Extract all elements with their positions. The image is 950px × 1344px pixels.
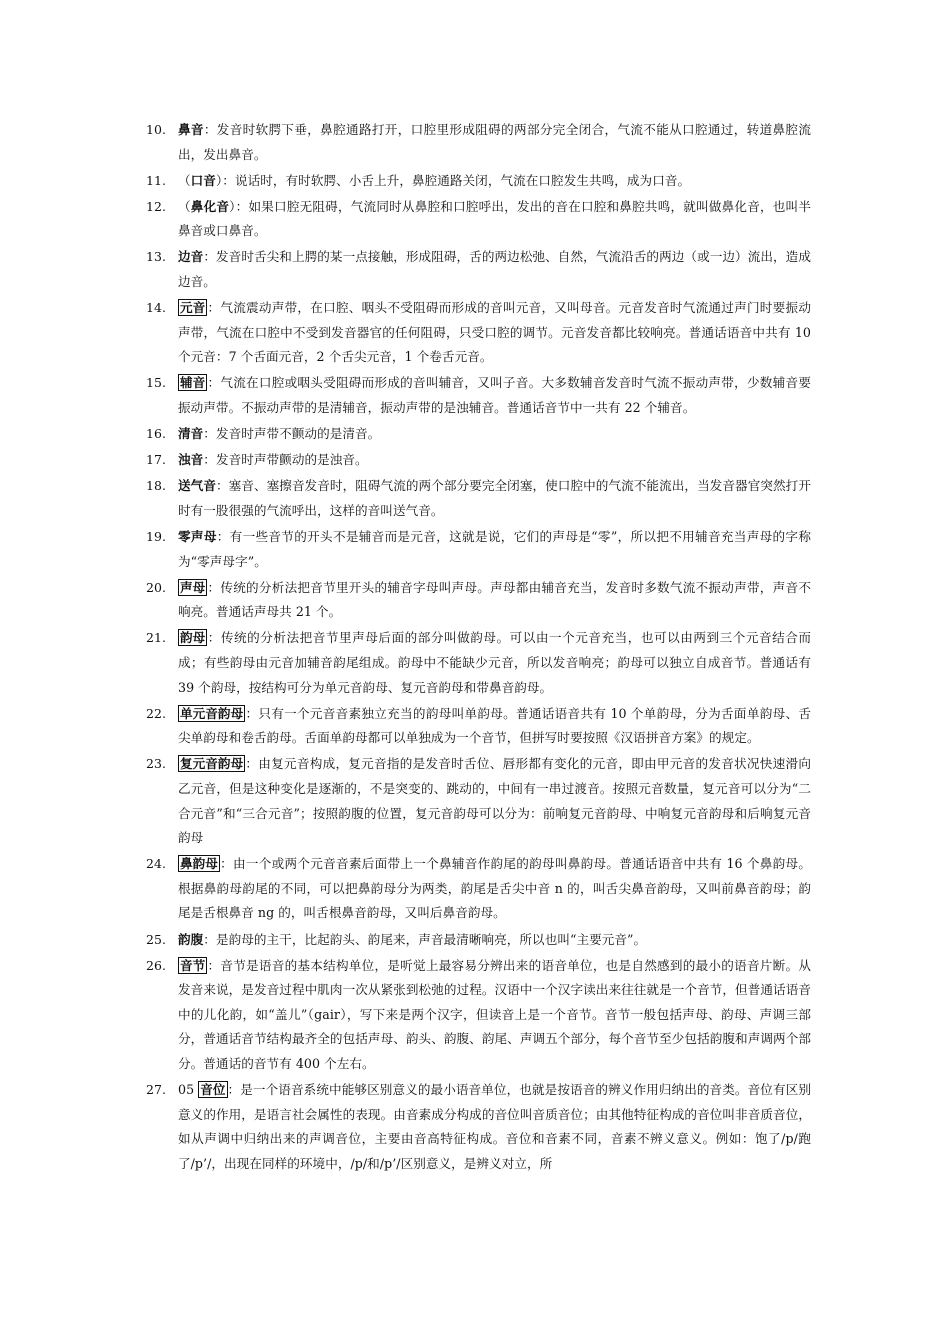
entry-number: 13. xyxy=(146,249,167,265)
entry-term: 复元音韵母 xyxy=(180,756,244,772)
entry-definition: 只有一个元音音素独立充当的韵母叫单韵母。普通话语音共有 10 个单韵母，分为舌面单韵母、舌尖单韵母和卷舌韵母。舌面单韵母都可以单独成为一个音节，但拼写时要按照《汉语拼音方案》的规定。 xyxy=(178,705,811,746)
entry-definition: 气流震动声带，在口腔、咽头不受阻碍而形成的音叫元音，又叫母音。元音发音时气流通过声门时要振动声带，气流在口腔中不受到发音器官的任何阻碍，只受口腔的调节。元音发音都比较响亮。普通话语音中共有 10 个元音：7 个舌面元音，2 个舌尖元音，1 个卷舌元音。 xyxy=(178,300,811,365)
entry-number: 23. xyxy=(146,756,167,772)
glossary-entry xyxy=(146,474,811,523)
entry-definition: 发音时声带不颤动的是清音。 xyxy=(215,426,381,442)
entry-term: 鼻韵母 xyxy=(180,856,218,872)
entry-definition: 有一些音节的开头不是辅音而是元音，这就是说，它们的声母是“零”，所以把不用辅音充当声母的字称为“零声母字”。 xyxy=(178,529,811,569)
glossary-entry xyxy=(146,1078,811,1176)
entry-definition: 发音时声带颤动的是浊音。 xyxy=(215,452,368,468)
glossary-entry xyxy=(146,702,811,751)
entry-definition: 传统的分析法把音节里开头的辅音字母叫声母。声母都由辅音充当，发音时多数气流不振动声带，声音不响亮。普通话声母共 21 个。 xyxy=(178,579,811,620)
glossary-entry xyxy=(146,422,811,447)
entry-number: 22. xyxy=(146,705,167,721)
entry-separator: ： xyxy=(203,122,217,137)
entry-definition: 如果口腔无阻碍，气流同时从鼻腔和口腔呼出，发出的音在口腔和鼻腔共鸣，就叫做鼻化音，也叫半鼻音或口鼻音。 xyxy=(178,198,811,239)
entry-number: 27. xyxy=(146,1082,167,1098)
entry-term: 单元音韵母 xyxy=(180,705,244,721)
entry-separator: ： xyxy=(215,478,229,494)
entry-number: 18. xyxy=(146,478,167,494)
glossary-entry xyxy=(146,626,811,700)
entry-definition: 发音时软腭下垂，鼻腔通路打开，口腔里形成阻碍的两部分完全闭合，气流不能从口腔通过，转道鼻腔流出，发出鼻音。 xyxy=(178,122,811,162)
entry-number: 20. xyxy=(146,579,167,595)
entry-number: 10. xyxy=(146,122,167,137)
entry-separator: ： xyxy=(219,856,234,872)
entry-definition: 说话时，有时软腭、小舌上升，鼻腔通路关闭，气流在口腔发生共鸣，成为口音。 xyxy=(234,172,691,188)
entry-term: 送气音 xyxy=(178,478,216,494)
entry-separator: ： xyxy=(245,756,259,772)
entry-separator: ： xyxy=(207,957,221,973)
entry-number: 24. xyxy=(146,856,167,872)
glossary-entry xyxy=(146,525,811,574)
entry-definition: 由一个或两个元音音素后面带上一个鼻辅音作韵尾的韵母叫鼻韵母。普通话语音中共有 16 个鼻韵母。根据鼻韵母韵尾的不同，可以把鼻韵母分为两类，韵尾是舌尖中音 n 的，叫舌尖鼻音韵母，又叫前鼻音韵母；韵尾是舌根鼻音 ng 的，叫舌根鼻音韵母，又叫后鼻音韵母。 xyxy=(178,856,811,921)
entry-term: 韵腹 xyxy=(178,931,204,947)
entry-number: 12. xyxy=(146,198,167,214)
entry-term: 边音 xyxy=(178,249,204,265)
entry-separator: ： xyxy=(216,529,230,544)
glossary-entry xyxy=(146,371,811,420)
entry-separator: ： xyxy=(203,249,216,265)
glossary-entry xyxy=(146,576,811,625)
entry-separator: ）： xyxy=(215,172,235,188)
entry-separator: ）： xyxy=(229,198,249,214)
entry-separator: ： xyxy=(245,705,259,721)
entry-prefix: 05 xyxy=(178,1082,199,1098)
entry-separator: ： xyxy=(207,375,221,391)
entry-number: 26. xyxy=(146,957,167,973)
entry-definition: 由复元音构成，复元音指的是发音时舌位、唇形都有变化的元音，即由甲元音的发音状况快速滑向乙元音，但是这种变化是逐渐的，不是突变的、跳动的，中间有一串过渡音。按照元音数量，复元音可以分为“二合元音”和“三合元音”；按照韵腹的位置，复元音韵母可以分为：前响复元音韵母、中响复元音韵母和后响复元音韵母 xyxy=(178,756,811,846)
entry-separator: ： xyxy=(203,452,216,468)
entry-definition: 是韵母的主干，比起韵头、韵尾来，声音最清晰响亮，所以也叫“主要元音”。 xyxy=(215,931,647,947)
entry-term: 辅音 xyxy=(180,375,206,391)
glossary-entry xyxy=(146,195,811,244)
entry-separator: ： xyxy=(203,931,216,947)
entry-term: 浊音 xyxy=(178,452,204,468)
entry-separator: ： xyxy=(207,630,221,646)
glossary-entry xyxy=(146,296,811,370)
entry-definition: 发音时舌尖和上腭的某一点接触，形成阻碍，舌的两边松弛、自然，气流沿舌的两边（或一边）流出，造成边音。 xyxy=(178,249,811,290)
glossary-entry xyxy=(146,954,811,1077)
glossary-entry xyxy=(146,928,811,953)
entry-term: 清音 xyxy=(178,426,204,442)
entry-term: 音节 xyxy=(180,957,206,973)
glossary-entry xyxy=(146,118,811,167)
entry-number: 19. xyxy=(146,529,167,544)
entry-definition: 传统的分析法把音节里声母后面的部分叫做韵母。可以由一个元音充当，也可以由两到三个元音结合而成；有些韵母由元音加辅音韵尾组成。韵母中不能缺少元音，所以发音响亮；韵母可以独立自成音节。普通话有 39 个韵母，按结构可分为单元音韵母、复元音韵母和带鼻音韵母。 xyxy=(178,630,811,695)
entry-definition: 是一个语音系统中能够区别意义的最小语音单位，也就是按语音的辨义作用归纳出的音类。音位有区别意义的作用，是语言社会属性的表现。由音素成分构成的音位叫音质音位；由其他特征构成的音位叫非音质音位，如从声调中归纳出来的声调音位，主要由音高特征构成。音位和音素不同，音素不辨义意义。例如：饱了/p/跑了/p’/，出现在同样的环境中，/p/和/p’/区别意义，是辨义对立，所 xyxy=(178,1082,811,1171)
glossary-entry xyxy=(146,448,811,473)
entry-number: 11. xyxy=(146,172,167,188)
entry-number: 15. xyxy=(146,375,167,391)
entry-number: 25. xyxy=(146,931,167,947)
entry-term: 元音 xyxy=(180,300,206,316)
entry-number: 16. xyxy=(146,426,167,442)
entry-term: 声母 xyxy=(180,579,206,595)
entry-definition: 塞音、塞擦音发音时，阻碍气流的两个部分要完全闭塞，使口腔中的气流不能流出，当发音器官突然打开时有一股很强的气流呼出，这样的音叫送气音。 xyxy=(178,478,811,518)
entry-separator: ： xyxy=(207,300,221,316)
entry-term: 韵母 xyxy=(180,630,206,646)
glossary-entry xyxy=(146,245,811,294)
entry-term: 鼻化音 xyxy=(190,198,230,214)
entry-term: 鼻音 xyxy=(178,122,204,137)
entry-term: 音位 xyxy=(200,1082,226,1098)
entry-prefix: （ xyxy=(178,198,191,214)
entry-definition: 音节是语音的基本结构单位，是听觉上最容易分辨出来的语音单位，也是自然感到的最小的语音片断。从发音来说，是发音过程中肌肉一次从紧张到松弛的过程。汉语中一个汉字读出来往往就是一个音节，但普通话语音中的儿化韵，如“盖儿”（gair），写下来是两个汉字，但读音上是一个音节。音节一般包括声母、韵母、声调三部分，普通话音节结构最齐全的包括声母、韵头、韵腹、韵尾、声调五个部分，每个音节至少包括韵腹和声调两个部分。普通话的音节有 400 个左右。 xyxy=(178,957,811,1071)
glossary-entry xyxy=(146,169,811,194)
entry-prefix: （ xyxy=(178,172,191,188)
entry-separator: ： xyxy=(207,579,221,595)
glossary-entry xyxy=(146,852,811,926)
glossary-entry xyxy=(146,752,811,850)
entry-separator: ： xyxy=(227,1082,241,1098)
entry-number: 21. xyxy=(146,630,167,646)
entry-number: 17. xyxy=(146,452,167,468)
entry-number: 14. xyxy=(146,300,167,316)
entry-separator: ： xyxy=(203,426,216,442)
entry-term: 零声母 xyxy=(178,529,217,544)
entry-term: 口音 xyxy=(190,172,216,188)
glossary-list xyxy=(146,118,811,1178)
entry-definition: 气流在口腔或咽头受阻碍而形成的音叫辅音，又叫子音。大多数辅音发音时气流不振动声带，少数辅音要振动声带。不振动声带的是清辅音，振动声带的是浊辅音。普通话音节中一共有 22 个辅音。 xyxy=(178,375,811,416)
